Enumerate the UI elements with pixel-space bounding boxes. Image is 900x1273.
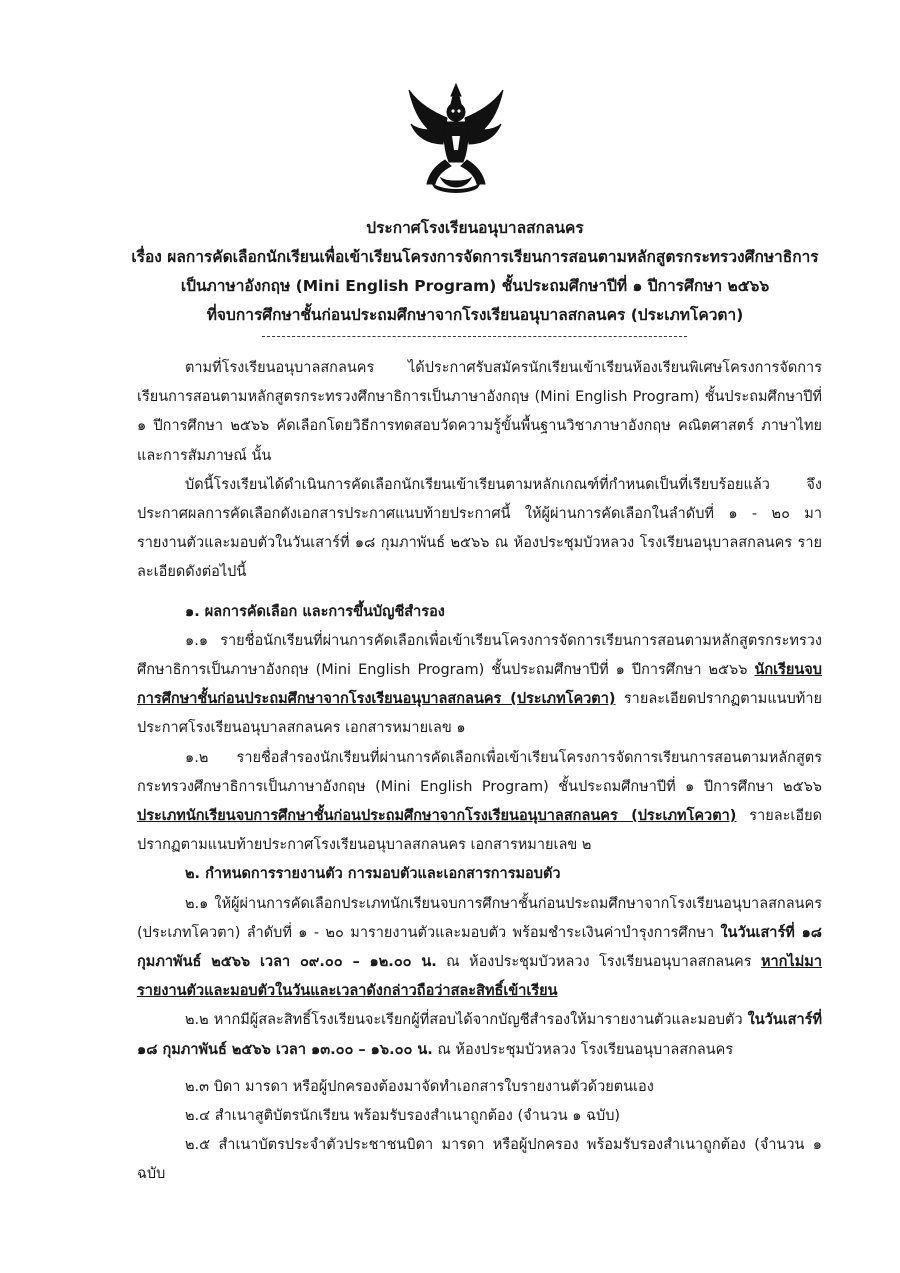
item-1-1-text: ๑.๑ รายชื่อนักเรียนที่ผ่านการคัดเลือกเพื่อเข้าเรียนโครงการจัดการเรียนการสอนตามหลักสูตรกระทรวงศึกษาธิการเป็นภาษาอังกฤษ (Mini English Program) ชั้นประถมศึกษาปีที่ ๑ ปีการศึกษา ๒๕๖๖ bbox=[137, 632, 822, 679]
announcement-body bbox=[137, 354, 822, 1190]
item-2-1-warning: หากไม่มารายงานตัวและมอบตัวในวันและเวลาดังกล่าวถือว่าสละสิทธิ์เข้าเรียน bbox=[137, 954, 822, 1000]
item-2-1-date: ในวันเสาร์ที่ ๑๘ กุมภาพันธ์ ๒๕๖๖ เวลา ๐๙.๐๐ – ๑๒.๐๐ น. bbox=[137, 924, 822, 971]
item-2-1-text: ๒.๑ ให้ผู้ผ่านการคัดเลือกประเภทนักเรียนจบการศึกษาชั้นก่อนประถมศึกษาจากโรงเรียนอนุบาลสกลนคร (ประเภทโควตา) ลำดับที่ ๑ - ๒๐ มารายงานตัวและมอบตัว พร้อมชำระเงินค่าบำรุงการศึกษา bbox=[137, 895, 822, 941]
title-line-2: เรื่อง ผลการคัดเลือกนักเรียนเพื่อเข้าเรียนโครงการจัดการเรียนการสอนตามหลักสูตรกระทรวงศึกษาธิการ bbox=[131, 248, 819, 266]
item-2-2 bbox=[137, 1006, 822, 1064]
item-2-1 bbox=[137, 890, 822, 1007]
item-1-1 bbox=[137, 627, 822, 744]
item-2-2-date: ในวันเสาร์ที่ ๑๘ กุมภาพันธ์ ๒๕๖๖ เวลา ๑๓.๐๐ – ๑๖.๐๐ น. bbox=[137, 1012, 822, 1058]
title-line-1: ประกาศโรงเรียนอนุบาลสกลนคร bbox=[366, 219, 584, 237]
item-1-1-tail: รายละเอียดปรากฏตามแนบท้ายประกาศโรงเรียนอนุบาลสกลนคร เอกสารหมายเลข ๑ bbox=[137, 691, 822, 737]
item-1-2-text: ๑.๒ รายชื่อสำรองนักเรียนที่ผ่านการคัดเลือกเพื่อเข้าเรียนโครงการจัดการเรียนการสอนตามหลักสูตรกระทรวงศึกษาธิการเป็นภาษาอังกฤษ (Mini English Program) ชั้นประถมศึกษาปีที่ ๑ ปีการศึกษา ๒๕๖๖ bbox=[137, 749, 822, 795]
section-1-heading: ๑. ผลการคัดเลือก และการขึ้นบัญชีสำรอง bbox=[185, 603, 445, 620]
announcement-title bbox=[130, 214, 820, 330]
title-line-4: ที่จบการศึกษาชั้นก่อนประถมศึกษาจากโรงเรียนอนุบาลสกลนคร (ประเภทโควตา) bbox=[206, 306, 744, 324]
item-1-2-emphasis: ประเภทนักเรียนจบการศึกษาชั้นก่อนประถมศึกษาจากโรงเรียนอนุบาลสกลนคร (ประเภทโควตา) bbox=[137, 808, 737, 825]
title-separator bbox=[262, 336, 687, 337]
item-2-2-venue: ณ ห้องประชุมบัวหลวง โรงเรียนอนุบาลสกลนคร bbox=[432, 1041, 734, 1058]
item-2-2-text: ๒.๒ หากมีผู้สละสิทธิ์โรงเรียนจะเรียกผู้ที่สอบได้จากบัญชีสำรองให้มารายงานตัวและมอบตัว bbox=[185, 1012, 748, 1029]
item-2-5: ๒.๕ สำเนาบัตรประจำตัวประชาชนบิดา มารดา หรือผู้ปกครอง พร้อมรับรองสำเนาถูกต้อง (จำนวน ๑ ฉบับ bbox=[137, 1137, 822, 1183]
item-1-1-emphasis: นักเรียนจบการศึกษาชั้นก่อนประถมศึกษาจากโรงเรียนอนุบาลสกลนคร (ประเภทโควตา) bbox=[137, 662, 822, 708]
intro-paragraph-2: บัดนี้โรงเรียนได้ดำเนินการคัดเลือกนักเรียนเข้าเรียนตามหลักเกณฑ์ที่กำหนดเป็นที่เรียบร้อยแล้ว จึงประกาศผลการคัดเลือกดังเอกสารประกาศแนบท้ายประกาศนี้ ให้ผู้ผ่านการคัดเลือกในลำดับที่ ๑ - ๒๐ มารายงานตัวและมอบตัวในวันเสาร์ที่ ๑๘ กุมภาพันธ์ ๒๕๖๖ ณ ห้องประชุมบัวหลวง โรงเรียนอนุบาลสกลนคร รายละเอียดดังต่อไปนี้ bbox=[137, 476, 822, 581]
title-line-3: เป็นภาษาอังกฤษ (Mini English Program) ชั้นประถมศึกษาปีที่ ๑ ปีการศึกษา ๒๕๖๖ bbox=[180, 277, 770, 295]
item-1-2 bbox=[137, 744, 822, 861]
intro-paragraph-1: ตามที่โรงเรียนอนุบาลสกลนคร ได้ประกาศรับสมัครนักเรียนเข้าเรียนห้องเรียนพิเศษโครงการจัดการเรียนการสอนตามหลักสูตรกระทรวงศึกษาธิการเป็นภาษาอังกฤษ (Mini English Program) ชั้นประถมศึกษาปีที่ ๑ ปีการศึกษา ๒๕๖๖ คัดเลือกโดยวิธีการทดสอบวัดความรู้ขั้นพื้นฐานวิชาภาษาอังกฤษ คณิตศาสตร์ ภาษาไทย และการสัมภาษณ์ นั้น bbox=[137, 360, 822, 464]
item-1-2-tail: รายละเอียดปรากฏตามแนบท้ายประกาศโรงเรียนอนุบาลสกลนคร เอกสารหมายเลข ๒ bbox=[137, 808, 822, 854]
item-2-3: ๒.๓ บิดา มารดา หรือผู้ปกครองต้องมาจัดทำเอกสารใบรายงานตัวด้วยตนเอง bbox=[185, 1078, 654, 1095]
section-2-heading: ๒. กำหนดการรายงานตัว การมอบตัวและเอกสารการมอบตัว bbox=[185, 866, 561, 883]
item-2-4: ๒.๔ สำเนาสูติบัตรนักเรียน พร้อมรับรองสำเนาถูกต้อง (จำนวน ๑ ฉบับ) bbox=[185, 1108, 621, 1125]
item-2-1-venue: ณ ห้องประชุมบัวหลวง โรงเรียนอนุบาลสกลนคร bbox=[436, 954, 761, 971]
garuda-emblem-icon bbox=[405, 82, 507, 194]
